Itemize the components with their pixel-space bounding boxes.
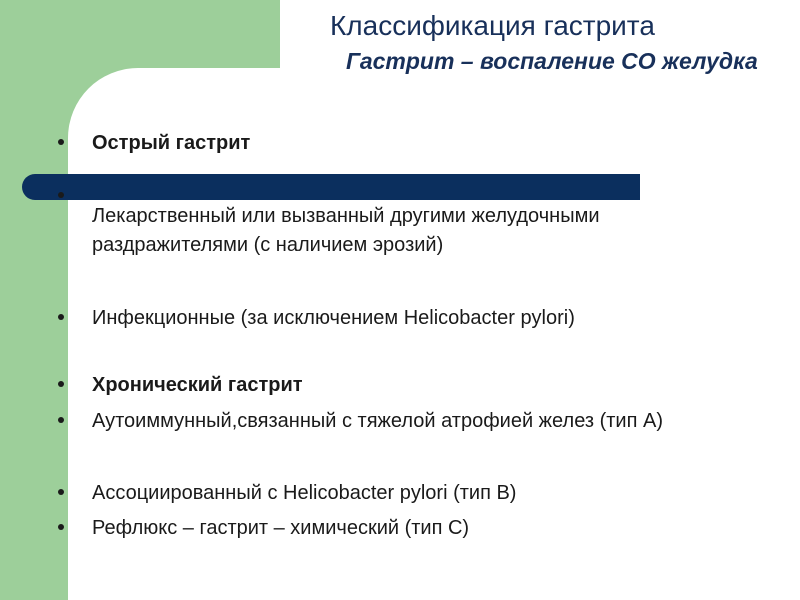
bullet-icon: [58, 314, 64, 320]
list-item: [58, 304, 698, 333]
bullet-icon: [58, 381, 64, 387]
list-item-continuation: [58, 202, 698, 260]
list-item: [58, 129, 698, 158]
list-item-label: Рефлюкс – гастрит – химический (тип С): [92, 517, 470, 539]
bullet-icon: [58, 524, 64, 530]
list-item-label: Инфекционные (за исключением Helicobacter pylori): [92, 307, 575, 329]
list-item: [58, 407, 698, 436]
bullet-icon: [58, 489, 64, 495]
bullet-icon: [58, 417, 64, 423]
accent-bar-decoration: [22, 174, 640, 200]
list-item: [58, 514, 698, 543]
list-item: [58, 371, 698, 400]
list-item-label: Острый гастрит: [92, 132, 251, 154]
slide-title: Классификация гастрита: [330, 10, 655, 41]
list-item-label: Хронический гастрит: [92, 374, 303, 396]
list-item-label: Аутоиммунный,связанный с тяжелой атрофией желез (тип А): [92, 410, 663, 432]
list-item-label: Ассоциированный с Helicobacter pylori (тип В): [92, 482, 517, 504]
list-item: [58, 479, 698, 508]
bullet-icon: [58, 139, 64, 145]
bullet-icon: [58, 192, 64, 198]
slide-subtitle: Гастрит – воспаление СО желудка: [346, 48, 758, 74]
list-item-label: Лекарственный или вызванный другими желудочными раздражителями (с наличием эрозий): [92, 205, 600, 256]
